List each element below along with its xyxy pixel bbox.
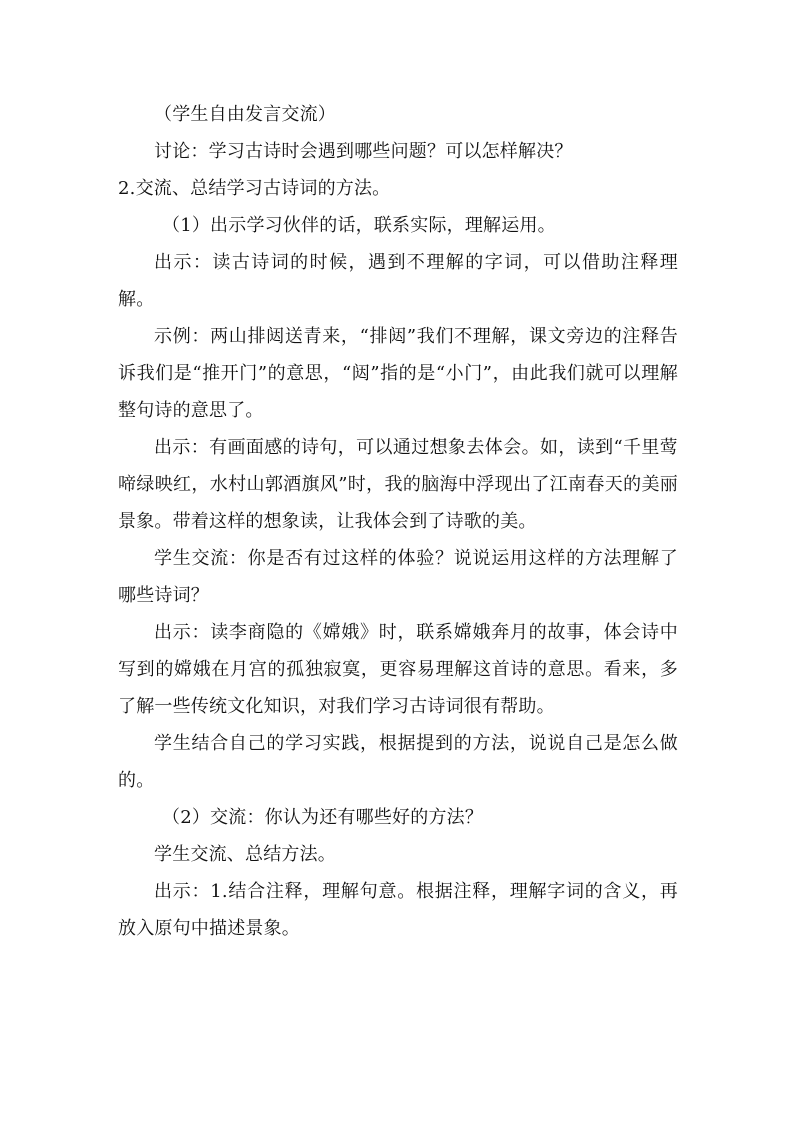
paragraph-discussion-question: 讨论：学习古诗时会遇到哪些问题？可以怎样解决？ bbox=[154, 141, 573, 162]
paragraph-example: 示例：两山排闼送青来，“排闼”我们不理解，课文旁边的注释告诉我们是“推开门”的意思，“闼”指的是“小门”，由此我们就可以理解整句诗的意思了。 bbox=[118, 326, 678, 421]
paragraph-student-discussion: （学生自由发言交流） bbox=[154, 104, 336, 125]
paragraph-step-2: （2）交流：你认为还有哪些好的方法？ bbox=[162, 807, 484, 828]
paragraph-imagination: 出示：有画面感的诗句，可以通过想象去体会。如，读到“千里莺啼绿映红，水村山郭酒旗风”时，我的脑海中浮现出了江南春天的美丽景象。带着这样的想象读，让我体会到了诗歌的美。 bbox=[118, 437, 678, 532]
paragraph-step-1: （1）出示学习伙伴的话，联系实际，理解运用。 bbox=[162, 215, 556, 236]
paragraph-practice: 学生结合自己的学习实践，根据提到的方法，说说自己是怎么做的。 bbox=[118, 733, 678, 791]
paragraph-change-e: 出示：读李商隐的《嫦娥》时，联系嫦娥奔月的故事，体会诗中写到的嫦娥在月宫的孤独寂寞，更容易理解这首诗的意思。看来，多了解一些传统文化知识，对我们学习古诗词很有帮助。 bbox=[118, 622, 678, 717]
paragraph-show-annotation: 出示：读古诗词的时候，遇到不理解的字词，可以借助注释理解。 bbox=[118, 252, 678, 310]
paragraph-student-exchange: 学生交流：你是否有过这样的体验？说说运用这样的方法理解了哪些诗词？ bbox=[118, 548, 678, 606]
document-body bbox=[118, 96, 678, 947]
paragraph-summary: 学生交流、总结方法。 bbox=[154, 844, 336, 865]
section-heading-methods: 2.交流、总结学习古诗词的方法。 bbox=[118, 178, 391, 199]
paragraph-method-1: 出示：1.结合注释，理解句意。根据注释，理解字词的含义，再放入原句中描述景象。 bbox=[118, 881, 678, 939]
